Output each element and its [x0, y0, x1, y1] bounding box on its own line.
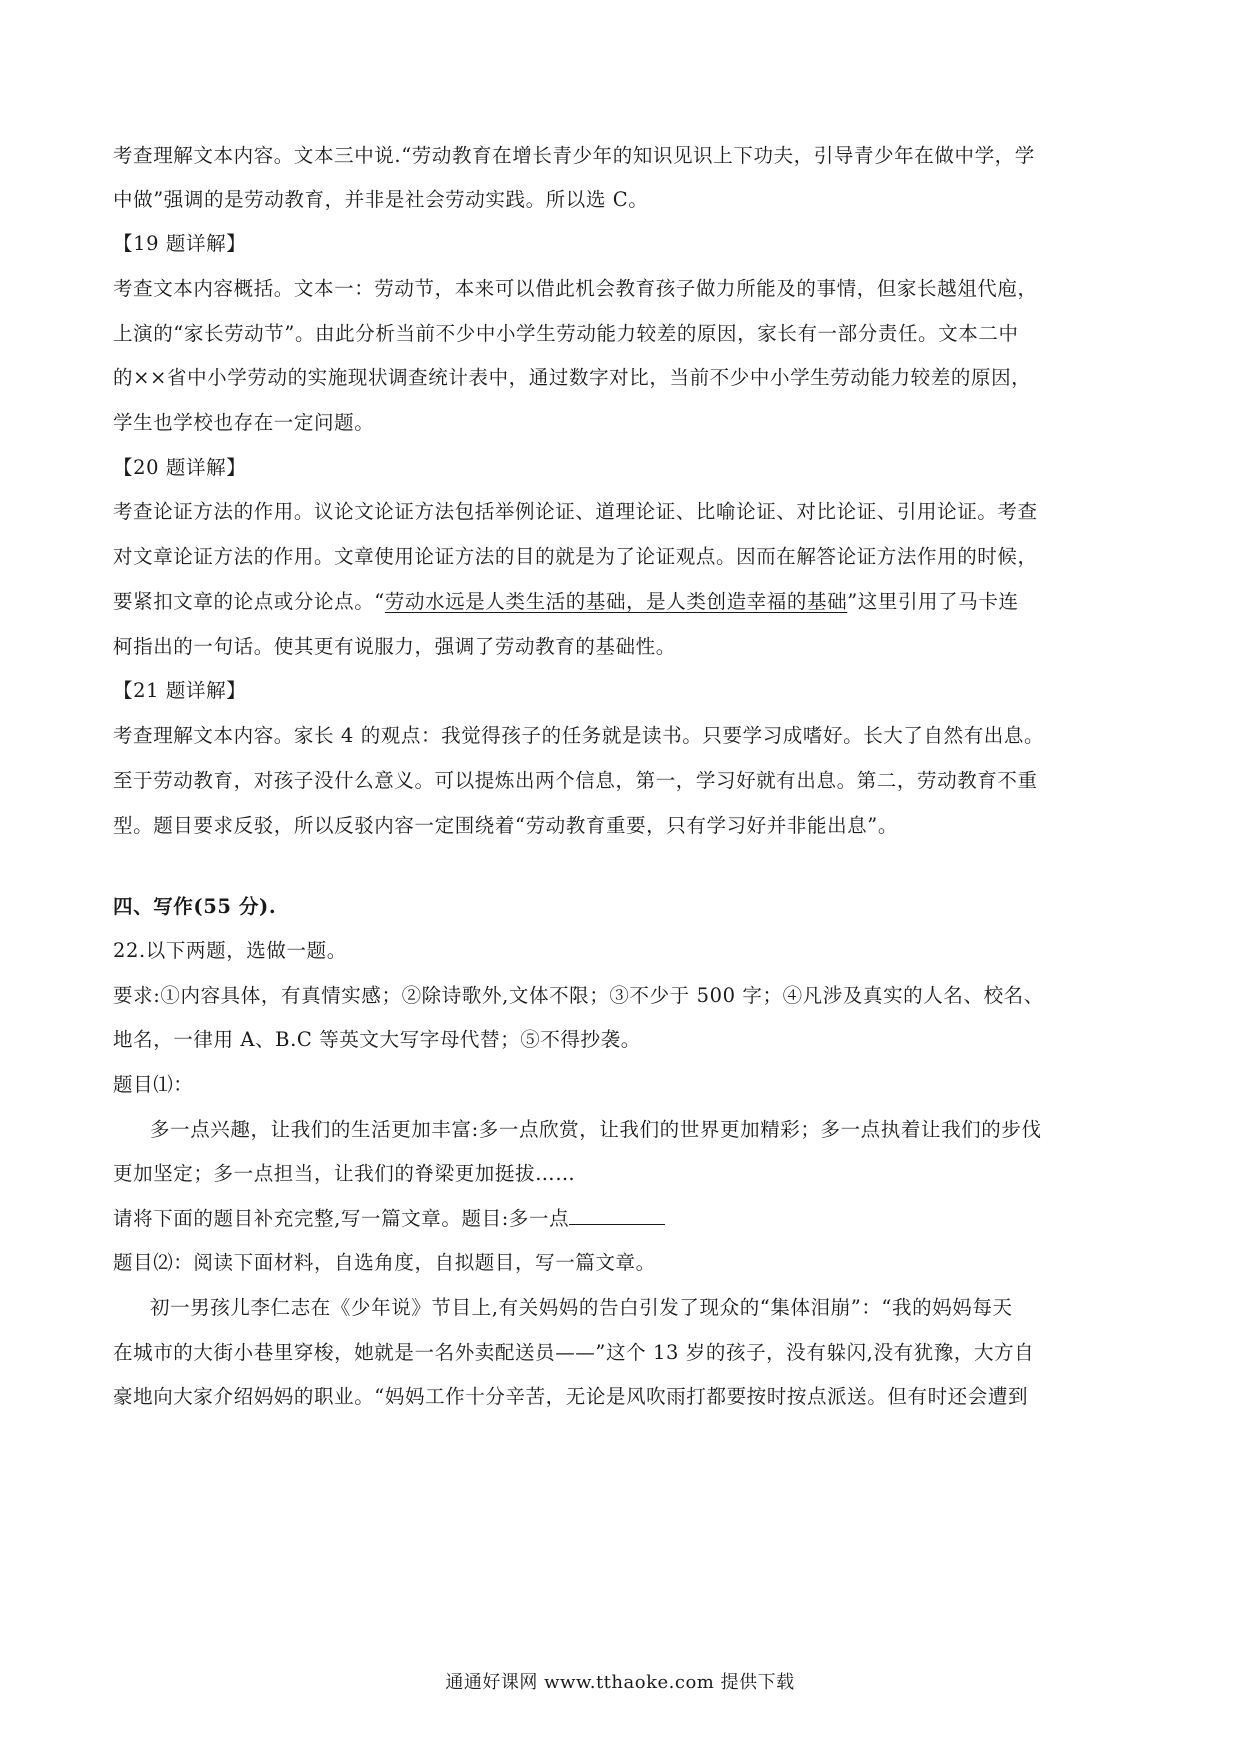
answer-20-line-2: 对文章论证方法的作用。文章使用论证方法的目的就是为了论证观点。因而在解答论证方法作用的时候，	[113, 545, 1038, 568]
topic-2-line-3: 豪地向大家介绍妈妈的职业。“妈妈工作十分辛苦，无论是风吹雨打都要按时按点派送。但有时还会遭到	[113, 1385, 1029, 1408]
answer-20-line-4: 柯指出的一句话。使其更有说服力，强调了劳动教育的基础性。	[113, 635, 676, 658]
answer-21-line-2: 至于劳动教育，对孩子没什么意义。可以提炼出两个信息，第一，学习好就有出息。第二，劳动教育不重	[113, 769, 1038, 792]
topic-2-line-2: 在城市的大街小巷里穿梭，她就是一名外卖配送员——”这个 13 岁的孩子，没有躲闪,没有犹豫，大方自	[113, 1341, 1035, 1364]
topic-2-line-1: 初一男孩儿李仁志在《少年说》节目上,有关妈妈的告白引发了现众的“集体泪崩”：“我的妈妈每天	[150, 1296, 1013, 1319]
answer-18-line-2: 中做”强调的是劳动教育，并非是社会劳动实践。所以选 C。	[113, 188, 649, 211]
answer-19-line-1: 考查文本内容概括。文本一：劳动节，本来可以借此机会教育孩子做力所能及的事情，但家长越俎代庖，	[113, 277, 1038, 300]
topic-1-line-1: 多一点兴趣，让我们的生活更加丰富:多一点欣赏，让我们的世界更加精彩；多一点执着让我们的步伐	[150, 1118, 1042, 1141]
answer-18-line-1: 考查理解文本内容。文本三中说.“劳动教育在增长青少年的知识见识上下功夫，引导青少年在做中学，学	[113, 144, 1035, 167]
title-blank	[569, 1206, 665, 1225]
topic-1-prompt: 请将下面的题目补充完整,写一篇文章。题目:多一点	[113, 1207, 570, 1230]
heading-21: 【21 题详解】	[113, 679, 247, 702]
topic-1-line-2: 更加坚定；多一点担当，让我们的脊梁更加挺拔……	[113, 1162, 576, 1185]
answer-21-line-1: 考查理解文本内容。家长 4 的观点：我觉得孩子的任务就是读书。只要学习成嗜好。长大了自然有出息。	[113, 724, 1045, 747]
answer-19-line-3: 的××省中小学劳动的实施现状调查统计表中，通过数字对比，当前不少中小学生劳动能力较差的原因，	[113, 366, 1032, 389]
answer-19-line-4: 学生也学校也存在一定问题。	[113, 411, 375, 434]
answer-21-line-3: 型。题目要求反驳，所以反驳内容一定围绕着“劳动教育重要，只有学习好并非能出息”。	[113, 814, 898, 837]
heading-19: 【19 题详解】	[113, 232, 247, 255]
topic-1-line-3	[113, 1205, 1133, 1233]
answer-19-line-2: 上演的“家长劳动节”。由此分析当前不少中小学生劳动能力较差的原因，家长有一部分责任。文本二中	[113, 322, 1019, 345]
page-footer: 通通好课网 www.tthaoke.com 提供下载	[445, 1672, 795, 1693]
requirements-line-1: 要求:①内容具体，有真情实感；②除诗歌外,文体不限；③不少于 500 字；④凡涉及真实的人名、校名、	[113, 984, 1044, 1007]
topic-1-label: 题目⑴：	[113, 1073, 194, 1096]
topic-2-label: 题目⑵：阅读下面材料，自选角度，自拟题目，写一篇文章。	[113, 1251, 656, 1274]
section-writing-heading: 四、写作(55 分).	[113, 895, 277, 918]
answer-20-line-3-start: 要紧扣文章的论点或分论点。“	[113, 590, 385, 613]
question-22: 22.以下两题，选做一题。	[113, 939, 347, 962]
requirements-line-2: 地名，一律用 A、B.C 等英文大写字母代替；⑤不得抄袭。	[113, 1028, 641, 1051]
answer-20-line-1: 考查论证方法的作用。议论文论证方法包括举例论证、道理论证、比喻论证、对比论证、引用论证。考查	[113, 500, 1038, 523]
answer-20-line-3	[113, 588, 1133, 616]
answer-20-line-3-end: ”这里引用了马卡连	[847, 590, 1019, 613]
underlined-quote: 劳动水远是人类生活的基础，是人类创造幸福的基础	[384, 590, 848, 613]
heading-20: 【20 题详解】	[113, 456, 247, 479]
